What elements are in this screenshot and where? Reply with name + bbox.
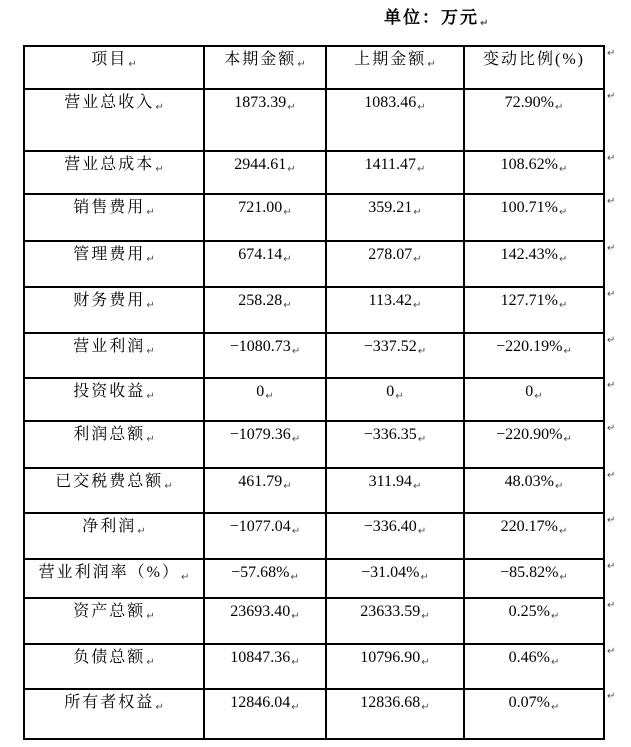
item-cell — [24, 513, 204, 559]
paragraph-mark-icon: ↵ — [417, 346, 427, 357]
change-ratio-cell — [464, 151, 604, 194]
table-row — [24, 151, 604, 194]
item-cell — [24, 151, 204, 194]
paragraph-mark-icon: ↵ — [417, 526, 427, 537]
paragraph-mark-icon: ↵ — [559, 572, 568, 583]
paragraph-mark-icon: ↵ — [413, 207, 422, 218]
item-cell — [24, 468, 204, 513]
previous-amount-cell — [326, 287, 464, 333]
change-ratio-cell — [464, 89, 604, 151]
change-ratio-value: −220.90% — [496, 426, 563, 443]
item-cell — [24, 378, 204, 421]
row-end-mark-icon: ↵ — [607, 196, 616, 207]
paragraph-mark-icon: ↵ — [417, 434, 427, 445]
current-amount-cell — [204, 378, 326, 421]
row-end-mark-icon: ↵ — [607, 423, 616, 434]
table-row — [24, 287, 604, 333]
previous-amount-cell — [326, 378, 464, 421]
row-end-mark-icon: ↵ — [607, 646, 616, 657]
current-amount-value: 461.79 — [238, 473, 283, 490]
change-ratio-value: 127.71% — [500, 292, 558, 309]
item-label: 利润总额 — [73, 426, 146, 443]
item-cell — [24, 89, 204, 151]
row-end-mark-icon: ↵ — [607, 91, 616, 102]
change-ratio-cell — [464, 241, 604, 287]
paragraph-mark-icon: ↵ — [420, 572, 429, 583]
paragraph-mark-icon: ↵ — [146, 207, 155, 218]
table-row — [24, 513, 604, 559]
paragraph-mark-icon: ↵ — [550, 657, 560, 668]
paragraph-mark-icon: ↵ — [146, 611, 155, 622]
row-end-mark-icon: ↵ — [607, 48, 616, 59]
row-end-mark-icon: ↵ — [607, 335, 616, 346]
item-label: 投资收益 — [73, 383, 146, 400]
change-ratio-cell — [464, 598, 604, 644]
paragraph-mark-icon: ↵ — [128, 59, 137, 70]
paragraph-mark-icon: ↵ — [290, 572, 299, 583]
paragraph-mark-icon: ↵ — [291, 526, 301, 537]
item-label: 已交税费总额 — [55, 473, 164, 490]
paragraph-mark-icon: ↵ — [558, 526, 568, 537]
current-amount-cell — [204, 333, 326, 378]
table-row — [24, 468, 604, 513]
paragraph-mark-icon: ↵ — [146, 391, 155, 402]
paragraph-mark-icon: ↵ — [421, 611, 430, 622]
change-ratio-cell — [464, 287, 604, 333]
current-amount-cell — [204, 468, 326, 513]
item-cell — [24, 598, 204, 644]
change-ratio-cell — [464, 513, 604, 559]
previous-amount-value: −31.04% — [361, 564, 420, 581]
previous-amount-value: 278.07 — [368, 246, 413, 263]
col-header-previous: 上期金额↵ — [326, 46, 464, 89]
previous-amount-cell — [326, 468, 464, 513]
paragraph-mark-icon: ↵ — [283, 254, 292, 265]
table-row — [24, 333, 604, 378]
change-ratio-value: 48.03% — [504, 473, 554, 490]
previous-amount-value: 23633.59 — [360, 603, 421, 620]
paragraph-mark-icon: ↵ — [413, 254, 422, 265]
paragraph-mark-icon: ↵ — [554, 102, 564, 113]
change-ratio-value: 0.25% — [508, 603, 550, 620]
current-amount-value: −1079.36 — [229, 426, 291, 443]
table-row — [24, 644, 604, 689]
row-end-mark-icon: ↵ — [607, 380, 616, 391]
paragraph-mark-icon: ↵ — [265, 391, 274, 402]
change-ratio-value: 72.90% — [504, 94, 554, 111]
paragraph-mark-icon: ↵ — [287, 102, 296, 113]
current-amount-value: −57.68% — [231, 564, 290, 581]
item-cell — [24, 644, 204, 689]
current-amount-cell — [204, 644, 326, 689]
paragraph-mark-icon: ↵ — [291, 657, 300, 668]
table-row — [24, 421, 604, 468]
row-end-mark-icon: ↵ — [607, 470, 616, 481]
previous-amount-value: 359.21 — [368, 199, 413, 216]
paragraph-mark-icon: ↵ — [558, 207, 568, 218]
change-ratio-value: 0.07% — [508, 694, 550, 711]
item-cell — [24, 333, 204, 378]
change-ratio-value: 142.43% — [500, 246, 558, 263]
previous-amount-cell — [326, 333, 464, 378]
paragraph-mark-icon: ↵ — [146, 434, 155, 445]
paragraph-mark-icon: ↵ — [558, 164, 568, 175]
change-ratio-cell — [464, 559, 604, 598]
row-end-mark-icon: ↵ — [607, 289, 616, 300]
item-label: 管理费用 — [73, 246, 146, 263]
previous-amount-value: −337.52 — [363, 338, 417, 355]
current-amount-cell — [204, 559, 326, 598]
item-cell — [24, 559, 204, 598]
previous-amount-value: 0 — [386, 383, 395, 400]
table-row — [24, 89, 604, 151]
paragraph-mark-icon: ↵ — [395, 391, 404, 402]
current-amount-cell — [204, 598, 326, 644]
current-amount-value: 258.28 — [238, 292, 283, 309]
paragraph-mark-icon: ↵ — [563, 346, 572, 357]
row-end-mark-icon: ↵ — [607, 600, 616, 611]
paragraph-mark-icon: ↵ — [550, 702, 560, 713]
row-end-marks — [607, 0, 629, 747]
item-label: 销售费用 — [73, 199, 146, 216]
row-end-mark-icon: ↵ — [607, 691, 616, 702]
previous-amount-value: 113.42 — [368, 292, 412, 309]
col-header-change: 变动比例(%) — [464, 46, 604, 89]
previous-amount-value: 10796.90 — [360, 649, 421, 666]
item-cell — [24, 689, 204, 739]
current-amount-cell — [204, 194, 326, 241]
current-amount-value: 2944.61 — [234, 156, 287, 173]
item-cell — [24, 287, 204, 333]
change-ratio-cell — [464, 194, 604, 241]
paragraph-mark-icon: ↵ — [155, 164, 164, 175]
item-label: 营业利润率（%） — [38, 564, 180, 581]
previous-amount-value: 12836.68 — [360, 694, 421, 711]
paragraph-mark-icon: ↵ — [283, 207, 292, 218]
previous-amount-cell — [326, 644, 464, 689]
col-header-item: 项目↵ — [24, 46, 204, 89]
table-row — [24, 194, 604, 241]
paragraph-mark-icon: ↵ — [291, 702, 300, 713]
current-amount-value: 1873.39 — [234, 94, 287, 111]
previous-amount-cell — [326, 151, 464, 194]
header-row — [24, 46, 604, 89]
current-amount-cell — [204, 151, 326, 194]
paragraph-mark-icon: ↵ — [421, 702, 430, 713]
paragraph-mark-icon: ↵ — [146, 657, 155, 668]
current-amount-value: 0 — [256, 383, 265, 400]
previous-amount-cell — [326, 421, 464, 468]
change-ratio-cell — [464, 378, 604, 421]
paragraph-mark-icon: ↵ — [180, 572, 190, 583]
paragraph-mark-icon: ↵ — [155, 702, 164, 713]
paragraph-mark-icon: ↵ — [554, 481, 564, 492]
item-cell — [24, 421, 204, 468]
row-end-mark-icon: ↵ — [607, 153, 616, 164]
paragraph-mark-icon: ↵ — [550, 611, 560, 622]
paragraph-mark-icon: ↵ — [291, 611, 300, 622]
change-ratio-value: −85.82% — [500, 564, 559, 581]
paragraph-mark-icon: ↵ — [413, 481, 422, 492]
paragraph-mark-icon: ↵ — [417, 102, 426, 113]
row-end-mark-icon: ↵ — [607, 243, 616, 254]
previous-amount-cell — [326, 559, 464, 598]
previous-amount-value: 311.94 — [368, 473, 412, 490]
current-amount-cell — [204, 241, 326, 287]
change-ratio-cell — [464, 333, 604, 378]
paragraph-mark-icon: ↵ — [291, 434, 301, 445]
previous-amount-cell — [326, 689, 464, 739]
paragraph-mark-icon: ↵ — [417, 164, 426, 175]
table-row — [24, 559, 604, 598]
change-ratio-value: 220.17% — [500, 518, 558, 535]
paragraph-mark-icon: ↵ — [291, 346, 301, 357]
change-ratio-cell — [464, 644, 604, 689]
previous-amount-cell — [326, 89, 464, 151]
paragraph-mark-icon: ↵ — [413, 300, 422, 311]
item-label: 所有者权益 — [64, 694, 155, 711]
paragraph-mark-icon: ↵ — [480, 18, 489, 29]
previous-amount-cell — [326, 513, 464, 559]
paragraph-mark-icon: ↵ — [283, 481, 292, 492]
current-amount-value: 674.14 — [238, 246, 283, 263]
previous-amount-value: −336.40 — [363, 518, 417, 535]
current-amount-cell — [204, 89, 326, 151]
previous-amount-value: 1411.47 — [364, 156, 416, 173]
table-row — [24, 689, 604, 739]
current-amount-value: −1080.73 — [229, 338, 291, 355]
item-label: 负债总额 — [73, 649, 146, 666]
change-ratio-value: 100.71% — [500, 199, 558, 216]
previous-amount-value: 1083.46 — [364, 94, 417, 111]
current-amount-value: 23693.40 — [230, 603, 291, 620]
paragraph-mark-icon: ↵ — [427, 59, 436, 70]
change-ratio-cell — [464, 421, 604, 468]
paragraph-mark-icon: ↵ — [146, 346, 155, 357]
current-amount-cell — [204, 689, 326, 739]
item-cell — [24, 194, 204, 241]
current-amount-value: 12846.04 — [230, 694, 291, 711]
table-row — [24, 598, 604, 644]
paragraph-mark-icon: ↵ — [137, 526, 146, 537]
change-ratio-value: −220.19% — [496, 338, 563, 355]
previous-amount-value: −336.35 — [363, 426, 417, 443]
change-ratio-value: 108.62% — [500, 156, 558, 173]
change-ratio-cell — [464, 689, 604, 739]
previous-amount-cell — [326, 241, 464, 287]
change-ratio-value: 0.46% — [508, 649, 550, 666]
change-ratio-cell — [464, 468, 604, 513]
financial-table — [23, 45, 605, 740]
current-amount-cell — [204, 421, 326, 468]
paragraph-mark-icon: ↵ — [164, 481, 173, 492]
col-header-current: 本期金额↵ — [204, 46, 326, 89]
paragraph-mark-icon: ↵ — [558, 254, 568, 265]
item-label: 营业利润 — [73, 338, 146, 355]
item-label: 营业总收入 — [64, 94, 155, 111]
previous-amount-cell — [326, 598, 464, 644]
current-amount-value: −1077.04 — [229, 518, 291, 535]
item-label: 净利润 — [82, 518, 137, 535]
current-amount-value: 10847.36 — [230, 649, 291, 666]
unit-label-text: 单位：万元 — [384, 8, 479, 27]
unit-label — [384, 3, 488, 28]
paragraph-mark-icon: ↵ — [421, 657, 430, 668]
paragraph-mark-icon: ↵ — [563, 434, 572, 445]
current-amount-cell — [204, 287, 326, 333]
table-row — [24, 241, 604, 287]
item-label: 营业总成本 — [64, 156, 155, 173]
paragraph-mark-icon: ↵ — [146, 254, 155, 265]
item-cell — [24, 241, 204, 287]
paragraph-mark-icon: ↵ — [283, 300, 292, 311]
paragraph-mark-icon: ↵ — [146, 300, 155, 311]
previous-amount-cell — [326, 194, 464, 241]
current-amount-cell — [204, 513, 326, 559]
change-ratio-value: 0 — [525, 383, 534, 400]
current-amount-value: 721.00 — [238, 199, 283, 216]
table-row — [24, 378, 604, 421]
paragraph-mark-icon: ↵ — [155, 102, 164, 113]
paragraph-mark-icon: ↵ — [558, 300, 568, 311]
paragraph-mark-icon: ↵ — [287, 164, 296, 175]
row-end-mark-icon: ↵ — [607, 561, 616, 572]
paragraph-mark-icon: ↵ — [297, 59, 306, 70]
item-label: 财务费用 — [73, 292, 146, 309]
row-end-mark-icon: ↵ — [607, 515, 616, 526]
paragraph-mark-icon: ↵ — [534, 391, 543, 402]
item-label: 资产总额 — [73, 603, 146, 620]
